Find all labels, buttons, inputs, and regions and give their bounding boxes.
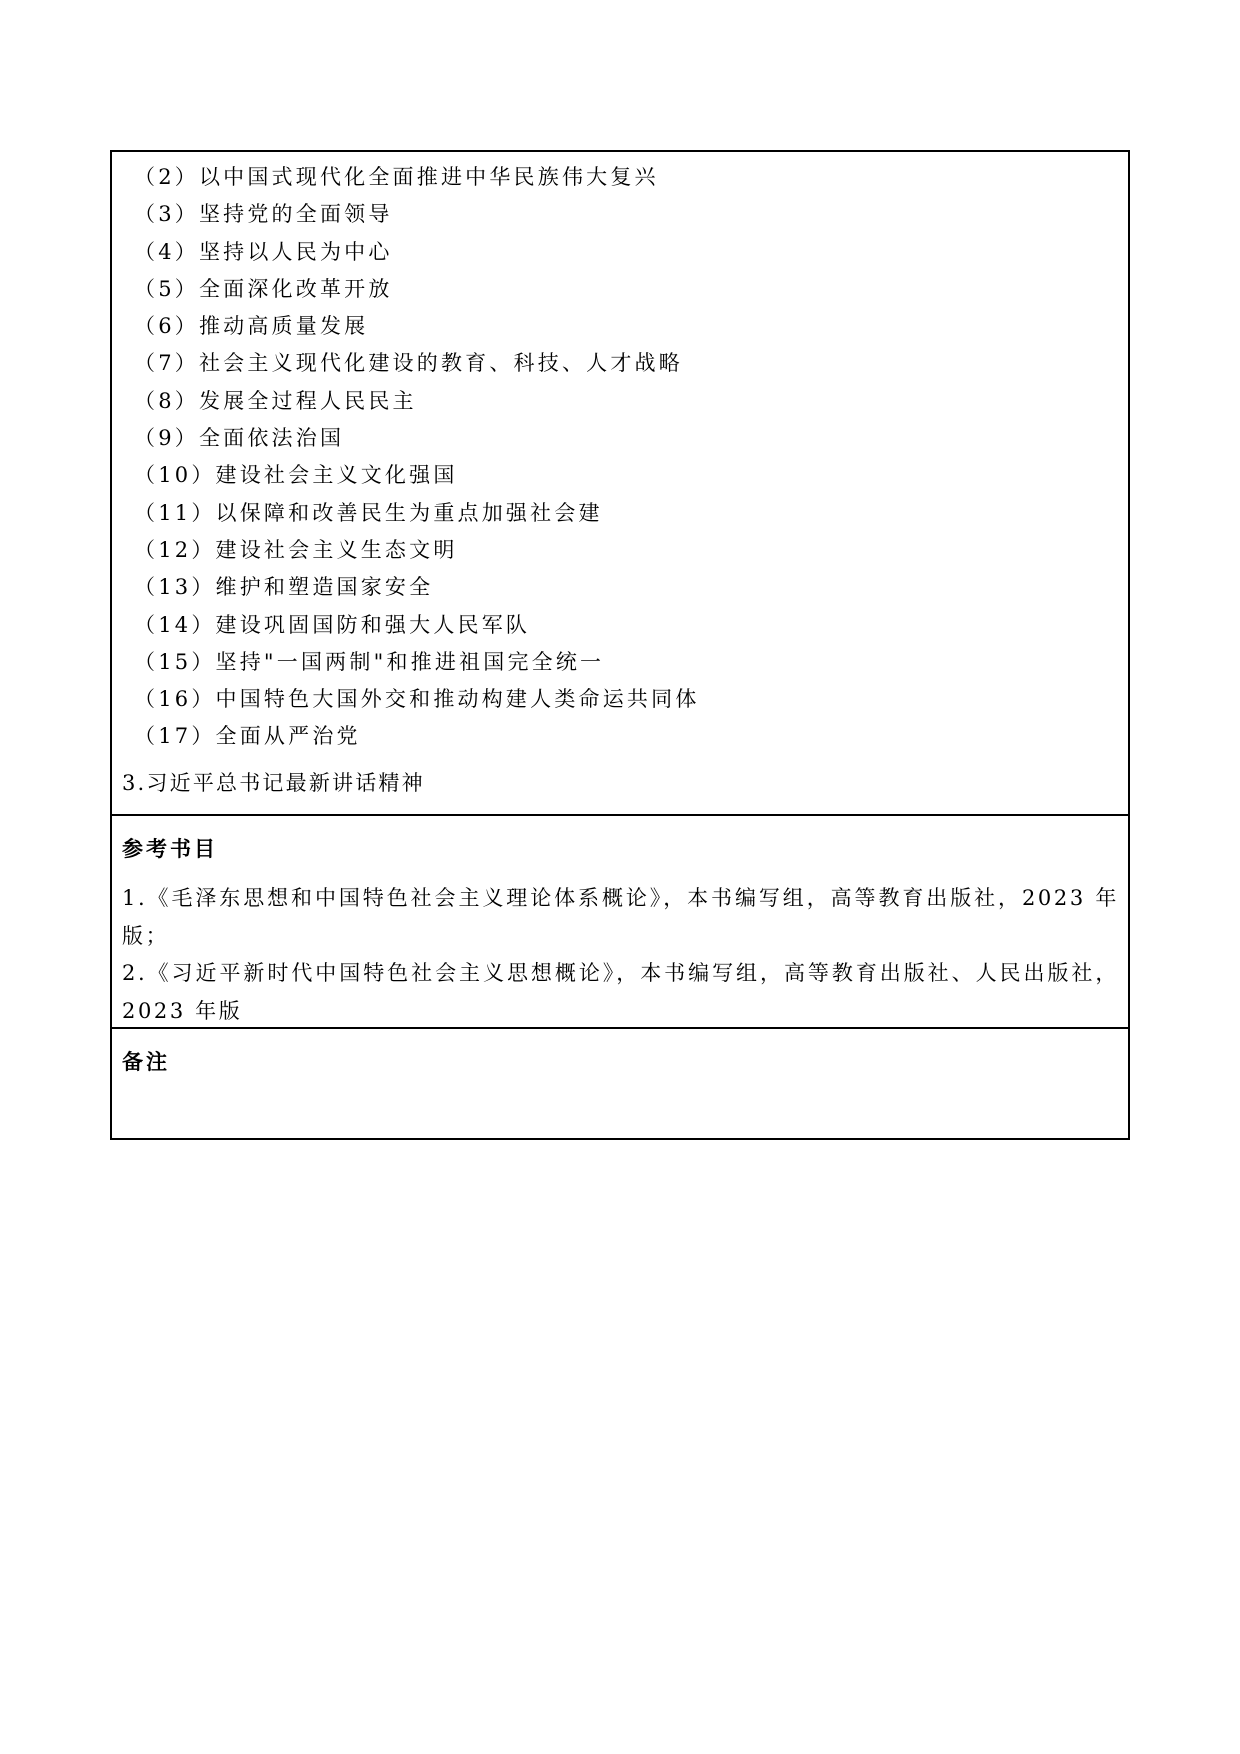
list-item: （5）全面深化改革开放	[134, 276, 393, 301]
notes-cell	[112, 1027, 1128, 1138]
list-item: （8）发展全过程人民民主	[134, 388, 417, 413]
list-item: （12）建设社会主义生态文明	[134, 537, 458, 562]
list-item: （11）以保障和改善民生为重点加强社会建	[134, 500, 603, 525]
references-heading: 参考书目	[122, 836, 218, 861]
section-heading-3: 3.习近平总书记最新讲话精神	[122, 770, 425, 795]
list-item: （9）全面依法治国	[134, 426, 345, 451]
list-item: （15）坚持"一国两制"和推进祖国完全统一	[134, 649, 605, 674]
list-item: （17）全面从严治党	[134, 724, 361, 749]
list-item: （2）以中国式现代化全面推进中华民族伟大复兴	[134, 165, 659, 189]
reference-item: 1.《毛泽东思想和中国特色社会主义理论体系概论》，本书编写组，高等教育出版社，2023 年版；	[122, 886, 1119, 948]
references-cell	[112, 814, 1128, 1027]
notes-heading: 备注	[122, 1049, 170, 1074]
reference-item: 2.《习近平新时代中国特色社会主义思想概论》，本书编写组，高等教育出版社、人民出版社，2023 年版	[122, 961, 1119, 1023]
list-item: （13）维护和塑造国家安全	[134, 575, 434, 600]
list-item: （3）坚持党的全面领导	[134, 202, 393, 227]
list-item: （7）社会主义现代化建设的教育、科技、人才战略	[134, 351, 683, 376]
content-cell	[112, 152, 1128, 814]
list-item: （6）推动高质量发展	[134, 314, 369, 339]
syllabus-table	[110, 150, 1130, 1140]
list-item: （14）建设巩固国防和强大人民军队	[134, 612, 531, 637]
list-item: （10）建设社会主义文化强国	[134, 463, 458, 488]
list-item: （16）中国特色大国外交和推动构建人类命运共同体	[134, 687, 700, 712]
list-item: （4）坚持以人民为中心	[134, 239, 393, 264]
